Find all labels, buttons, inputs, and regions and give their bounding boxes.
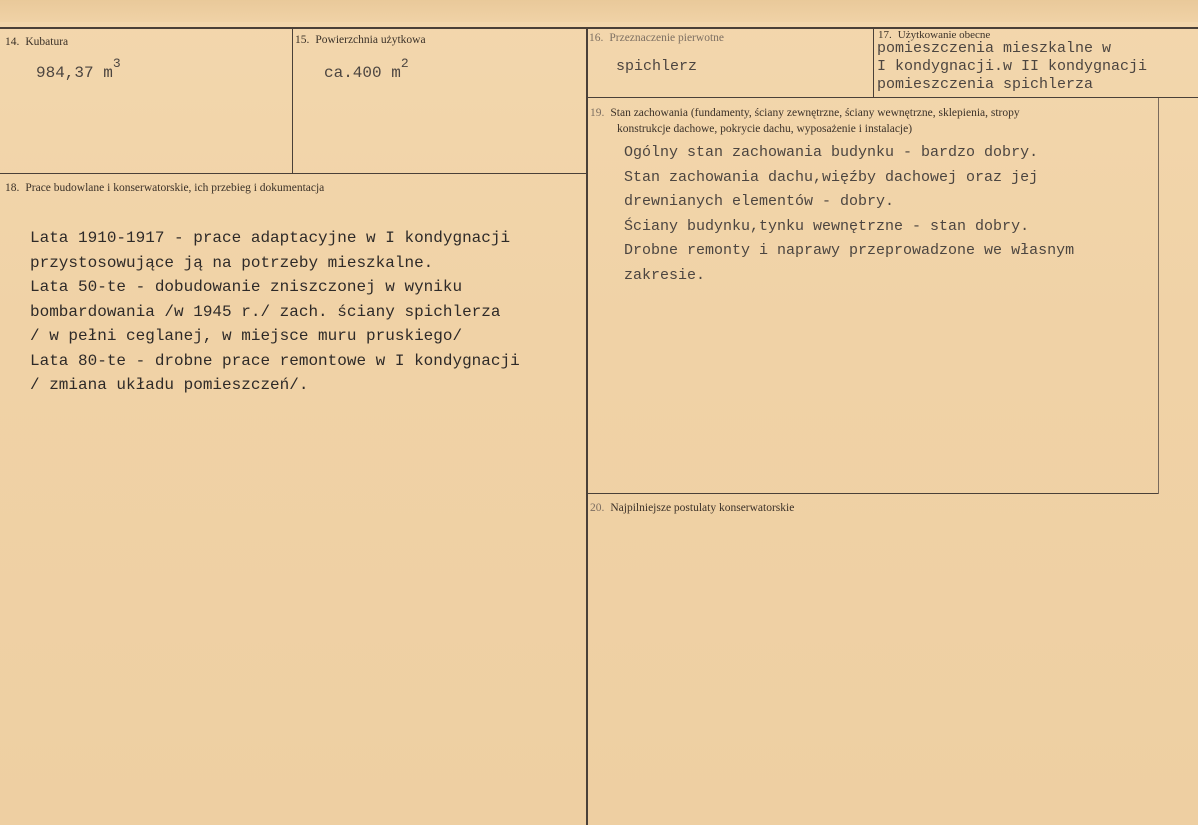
field-17-line: pomieszczenia mieszkalne w	[877, 40, 1112, 57]
field-16-number: 16.	[589, 32, 604, 44]
field-17-line: I kondygnacji.w II kondygnacji	[877, 58, 1148, 75]
field-14-label	[5, 36, 68, 48]
field-19-line: Drobne remonty i naprawy przeprowadzone we własnym	[624, 242, 1075, 259]
field-19-number: 19.	[590, 107, 605, 119]
field-18-label	[5, 182, 324, 194]
divider-16-17	[873, 28, 874, 98]
field-19-line: drewnianych elementów - dobry.	[624, 193, 895, 210]
field-19-title-line1: Stan zachowania (fundamenty, ściany zewnętrzne, ściany wewnętrzne, sklepienia, stropy	[610, 107, 1020, 119]
rule-under-14-15	[0, 173, 587, 174]
field-18-line: / zmiana układu pomieszczeń/.	[30, 376, 309, 394]
kubatura-value: 984,37 m	[36, 64, 113, 82]
field-18-lines	[30, 226, 520, 398]
field-19-line: Ściany budynku,tynku wewnętrzne - stan dobry.	[624, 217, 1030, 235]
field-15-title: Powierzchnia użytkowa	[315, 34, 426, 46]
field-18-line: przystosowujące ją na potrzeby mieszkalne.	[30, 253, 434, 272]
field-17-line: pomieszczenia spichlerza	[877, 76, 1094, 93]
field-14-number: 14.	[5, 36, 20, 48]
center-divider	[586, 28, 588, 825]
rule-under-16-17	[587, 97, 1198, 98]
field-18-title: Prace budowlane i konserwatorskie, ich przebieg i dokumentacja	[25, 182, 325, 194]
field-20-label	[590, 502, 794, 514]
field-15-label	[295, 34, 426, 46]
field-16-value: spichlerz	[616, 58, 698, 75]
field-19-title-line2: konstrukcje dachowe, pokrycie dachu, wyposażenie i instalacje)	[617, 123, 913, 135]
field-19-line: zakresie.	[624, 266, 706, 284]
field-18-line: Lata 1910-1917 - prace adaptacyjne w I kondygnacji	[30, 229, 511, 247]
top-rule	[0, 27, 1198, 29]
field-17-title: Użytkowanie obecne	[897, 29, 991, 41]
field-15-value	[324, 56, 409, 82]
divider-14-15	[292, 28, 293, 174]
field-16-label	[589, 32, 724, 44]
powierzchnia-unit-exponent: 2	[400, 56, 409, 71]
rule-under-19	[588, 493, 1159, 494]
field-17-lines	[877, 40, 1147, 94]
field-20-number: 20.	[590, 502, 605, 514]
field-18-number: 18.	[5, 182, 20, 194]
powierzchnia-value: ca.400 m	[324, 64, 401, 82]
field-18-line: bombardowania /w 1945 r./ zach. ściany spichlerza	[30, 302, 501, 321]
field-14-title: Kubatura	[25, 36, 69, 48]
kubatura-unit-exponent: 3	[112, 56, 121, 71]
field-19-line: Ogólny stan zachowania budynku - bardzo dobry.	[624, 144, 1039, 161]
card-top-edge	[0, 0, 1198, 22]
field-18-line: Lata 50-te - dobudowanie zniszczonej w wyniku	[30, 278, 463, 296]
field-14-value	[36, 56, 121, 82]
field-15-number: 15.	[295, 34, 310, 46]
field-19-line: Stan zachowania dachu,więźby dachowej oraz jej	[624, 168, 1039, 186]
right-edge-19	[1158, 98, 1159, 494]
field-18-line: Lata 80-te - drobne prace remontowe w I kondygnacji	[30, 351, 520, 370]
field-19-label	[590, 105, 1020, 137]
field-18-line: / w pełni ceglanej, w miejsce muru pruskiego/	[30, 327, 463, 345]
field-16-title: Przeznaczenie pierwotne	[609, 32, 724, 44]
field-20-title: Najpilniejsze postulaty konserwatorskie	[610, 502, 795, 514]
field-17-number: 17.	[878, 29, 892, 41]
field-19-lines	[624, 141, 1074, 288]
